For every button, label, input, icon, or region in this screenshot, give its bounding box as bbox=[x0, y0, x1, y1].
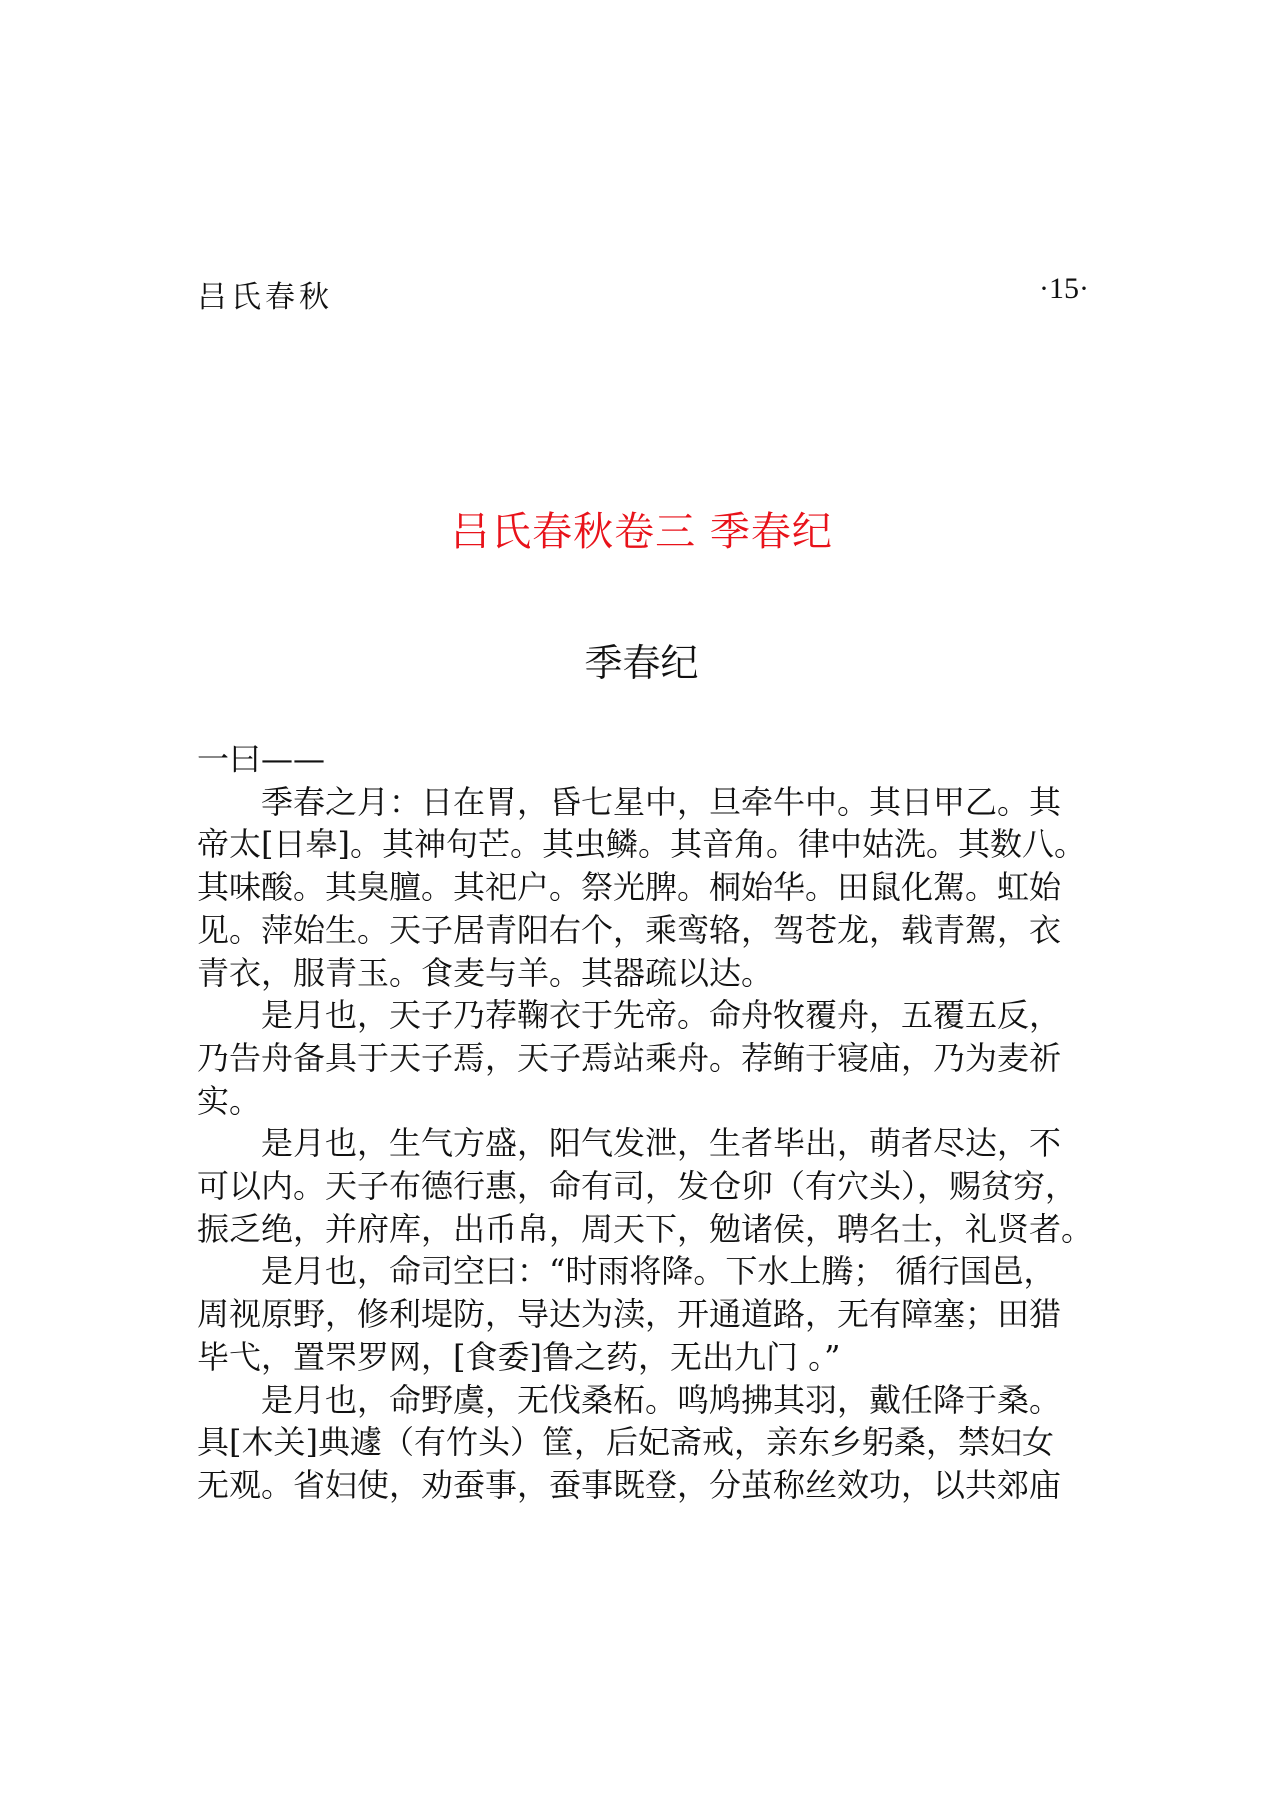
text-line: 无观。省妇使，劝蚕事，蚕事既登，分茧称丝效功，以共郊庙 bbox=[197, 1465, 1062, 1504]
section-title: 季春纪 bbox=[584, 641, 699, 685]
page-number: ·15· bbox=[1039, 272, 1089, 305]
book-title: 吕氏春秋 bbox=[197, 280, 333, 315]
text-line: 是月也，命司空曰：“时雨将降。下水上腾； 循行国邑， bbox=[261, 1252, 1056, 1291]
text-line: 青衣，服青玉。食麦与羊。其器疏以达。 bbox=[197, 953, 774, 992]
text-line: 其味酸。其臭膻。其祀户。祭光脾。桐始华。田鼠化駕。虹始 bbox=[197, 868, 1062, 907]
body-text bbox=[197, 738, 1099, 1507]
text-line: 实。 bbox=[197, 1081, 262, 1120]
text-line: 可以内。天子布德行惠，命有司，发仓卯（有穴头），赐贫穷， bbox=[197, 1167, 1078, 1206]
text-line: 一曰—— bbox=[197, 740, 326, 778]
text-line: 是月也，命野虞，无伐桑柘。鸣鸠拂其羽，戴任降于桑。 bbox=[261, 1380, 1062, 1419]
text-line: 毕弋，置罘罗网，[食委]鲁之药，无出九门 。” bbox=[197, 1337, 841, 1376]
text-line: 具[木关]典遽（有竹头）筐，后妃斋戒，亲东乡躬桑，禁妇女 bbox=[197, 1423, 1054, 1462]
text-line: 乃告舟备具于天子焉，天子焉站乘舟。荐鲔于寝庙，乃为麦祈 bbox=[197, 1038, 1062, 1077]
text-line: 是月也，天子乃荐鞠衣于先帝。命舟牧覆舟，五覆五反， bbox=[261, 996, 1062, 1035]
text-line: 见。萍始生。天子居青阳右个，乘鸾辂，驾苍龙，载青駕，衣 bbox=[197, 910, 1062, 949]
text-line: 是月也，生气方盛，阳气发泄，生者毕出，萌者尽达，不 bbox=[261, 1124, 1062, 1163]
text-line: 振乏绝，并府库，出币帛，周天下，勉诸侯，聘名士，礼贤者。 bbox=[197, 1209, 1094, 1248]
text-line: 帝太[日皋]。其神句芒。其虫鳞。其音角。律中姑洗。其数八。 bbox=[197, 825, 1086, 864]
running-header bbox=[197, 272, 1089, 315]
text-line: 周视原野，修利堤防，导达为渎，开通道路，无有障塞；田猎 bbox=[197, 1295, 1062, 1334]
text-line: 季春之月：日在胃，昏七星中，旦牵牛中。其日甲乙。其 bbox=[261, 782, 1062, 821]
volume-title: 吕氏春秋卷三 季春纪 bbox=[450, 509, 833, 555]
